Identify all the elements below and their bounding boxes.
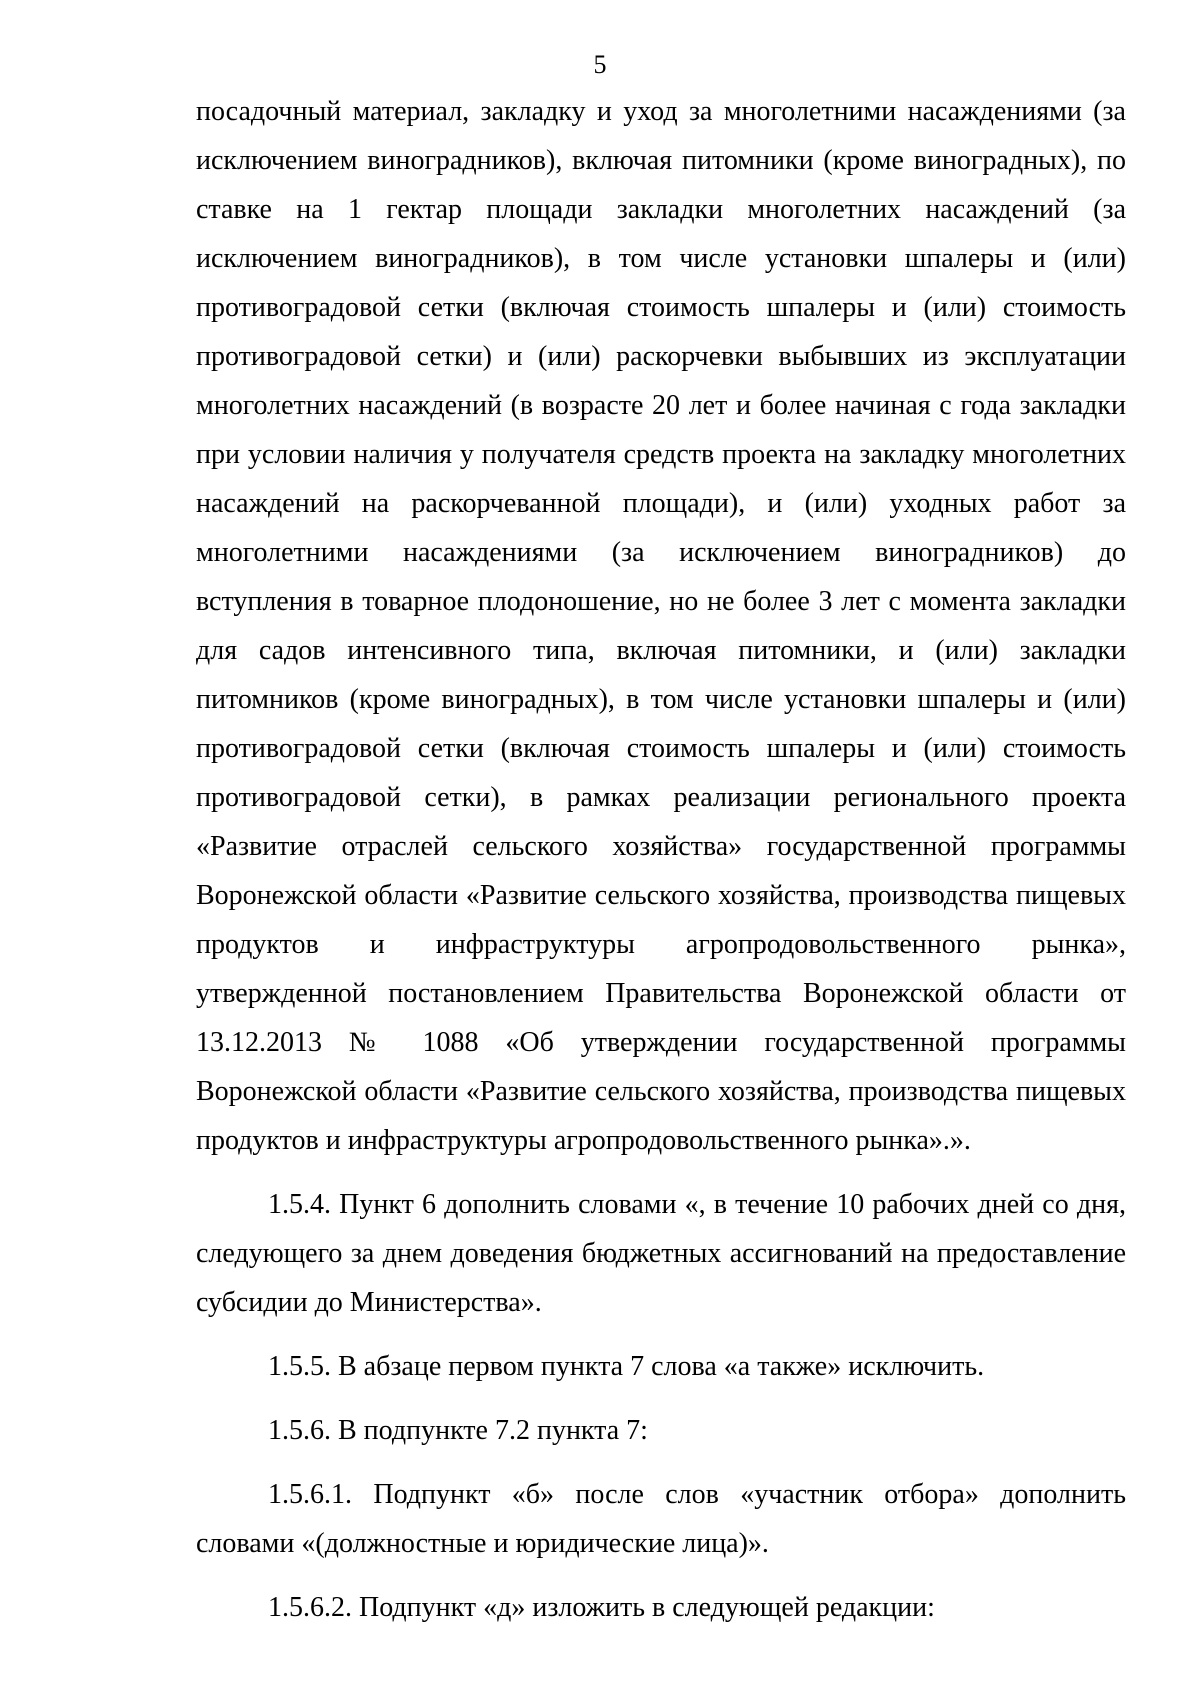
page-number: 5: [593, 50, 607, 79]
paragraph-continuation: посадочный материал, закладку и уход за многолетними насаждениями (за исключением виноградников), включая питомники (кроме виноградных), по ставке на 1 гектар площади закладки многолетних насаждений (за исключением виноградников), в том числе установки шпалеры и (или) противоградовой сетки (включая стоимость шпалеры и (или) стоимость противоградовой сетки) и (или) раскорчевки выбывших из эксплуатации многолетних насаждений (в возрасте 20 лет и более начиная с года закладки при условии наличия у получателя средств проекта на закладку многолетних насаждений на раскорчеванной площади), и (или) уходных работ за многолетними насаждениями (за исключением виноградников) до вступления в товарное плодоношение, но не более 3 лет с момента закладки для садов интенсивного типа, включая питомники, и (или) закладки питомников (кроме виноградных), в том числе установки шпалеры и (или) противоградовой сетки (включая стоимость шпалеры и (или) стоимость противоградовой сетки), в рамках реализации регионального проекта «Развитие отраслей сельского хозяйства» государственной программы Воронежской области «Развитие сельского хозяйства, производства пищевых продуктов и инфраструктуры агропродовольственного рынка», утвержденной постановлением Правительства Воронежской области от 13.12.2013 № 1088 «Об утверждении государственной программы Воронежской области «Развитие сельского хозяйства, производства пищевых продуктов и инфраструктуры агропродовольственного рынка».».: [196, 96, 1126, 1156]
paragraph-1-5-6: 1.5.6. В подпункте 7.2 пункта 7:: [268, 1415, 648, 1446]
paragraph-1-5-4: 1.5.4. Пункт 6 дополнить словами «, в течение 10 рабочих дней со дня, следующего за днем доведения бюджетных ассигнований на предоставление субсидии до Министерства».: [196, 1189, 1126, 1318]
paragraph-1-5-5: 1.5.5. В абзаце первом пункта 7 слова «а также» исключить.: [268, 1351, 985, 1382]
paragraph-1-5-6-1: 1.5.6.1. Подпункт «б» после слов «участник отбора» дополнить словами «(должностные и юридические лица)».: [196, 1479, 1126, 1559]
document-body: [196, 87, 1126, 1632]
paragraph-1-5-6-2: 1.5.6.2. Подпункт «д» изложить в следующей редакции:: [268, 1592, 935, 1623]
